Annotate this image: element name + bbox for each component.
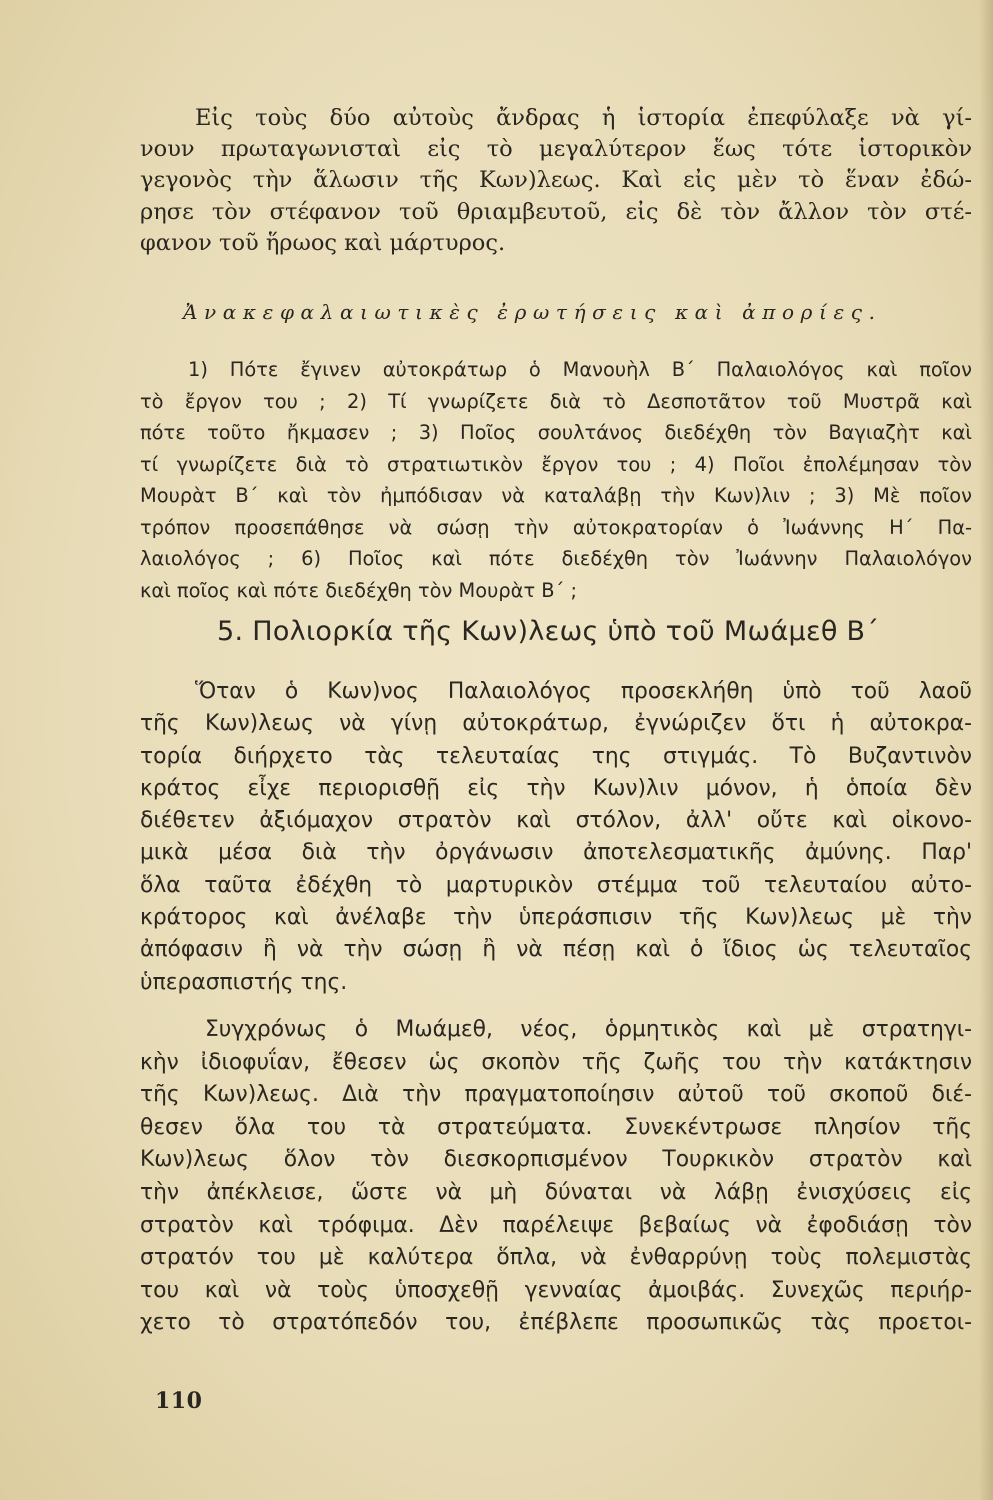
- text-line: πότε τοῦτο ἤκμασεν ; 3) Ποῖος σουλτάνος διεδέχθη τὸν Βαγιαζὴτ καὶ: [140, 421, 972, 444]
- text-line: του καὶ νὰ τοὺς ὑποσχεθῇ γενναίας ἀμοιβάς. Συνεχῶς περιήρ-: [140, 1277, 972, 1303]
- main-paragraph: [140, 676, 972, 999]
- text-line: κράτος εἶχε περιορισθῇ εἰς τὴν Κων)λιν μόνον, ἡ ὁποία δὲν: [140, 775, 972, 801]
- review-questions: [140, 354, 972, 606]
- text-line: νουν πρωταγωνισταὶ εἰς τὸ μεγαλύτερον ἕως τότε ἱστορικὸν: [140, 136, 972, 163]
- review-heading: Ἀνακεφαλαιωτικὲς ἐρωτήσεις καὶ ἀπορίες.: [183, 300, 882, 324]
- text-line: τρόπον προσεπάθησε νὰ σώσῃ τὴν αὐτοκρατορίαν ὁ Ἰωάννης Η΄ Πα-: [140, 515, 972, 539]
- second-paragraph: [140, 1014, 972, 1340]
- text-line: καὶ ποῖος καὶ πότε διεδέχθη τὸν Μουρὰτ Β΄ ;: [140, 578, 577, 602]
- text-line: γεγονὸς τὴν ἅλωσιν τῆς Κων)λεως. Καὶ εἰς μὲν τὸ ἕναν ἐδώ-: [140, 167, 972, 194]
- intro-paragraph: [140, 103, 972, 259]
- text-line: στρατόν του μὲ καλύτερα ὅπλα, νὰ ἐνθαρρύνῃ τοὺς πολεμιστὰς: [140, 1245, 972, 1271]
- text-line: τῆς Κων)λεως. Διὰ τὴν πραγματοποίησιν αὐτοῦ τοῦ σκοποῦ διέ-: [140, 1082, 972, 1108]
- text-line: ὑπερασπιστής της.: [140, 969, 348, 995]
- text-line: Εἰς τοὺς δύο αὐτοὺς ἄνδρας ἡ ἱστορία ἐπεφύλαξε νὰ γί-: [195, 105, 972, 131]
- text-line: Κων)λεως ὅλον τὸν διεσκορπισμένον Τουρκικὸν στρατὸν καὶ: [140, 1147, 972, 1173]
- text-line: χετο τὸ στρατόπεδόν του, ἐπέβλεπε προσωπικῶς τὰς προετοι-: [140, 1310, 972, 1336]
- text-line: θεσεν ὅλα του τὰ στρατεύματα. Συνεκέντρωσε πλησίον τῆς: [140, 1114, 972, 1140]
- text-line: ρησε τὸν στέφανον τοῦ θριαμβευτοῦ, εἰς δὲ τὸν ἄλλον τὸν στέ-: [140, 198, 972, 225]
- text-line: φανον τοῦ ἥρωος καὶ μάρτυρος.: [140, 229, 506, 256]
- text-line: στρατὸν καὶ τρόφιμα. Δὲν παρέλειψε βεβαίως νὰ ἐφοδιάσῃ τὸν: [140, 1212, 972, 1238]
- text-line: τὸ ἔργον του ; 2) Τί γνωρίζετε διὰ τὸ Δεσποτᾶτον τοῦ Μυστρᾶ καὶ: [140, 389, 972, 413]
- text-line: λαιολόγος ; 6) Ποῖος καὶ πότε διεδέχθη τὸν Ἰωάννην Παλαιολόγον: [140, 547, 972, 570]
- page-number: 110: [155, 1388, 203, 1414]
- text-line: Μουρὰτ Β΄ καὶ τὸν ἠμπόδισαν νὰ καταλάβῃ τὴν Κων)λιν ; 3) Μὲ ποῖον: [140, 484, 972, 507]
- text-line: τὴν ἀπέκλεισε, ὥστε νὰ μὴ δύναται νὰ λάβῃ ἐνισχύσεις εἰς: [140, 1179, 972, 1205]
- text-line: κὴν ἰδιοφυΐαν, ἔθεσεν ὡς σκοπὸν τῆς ζωῆς του τὴν κατάκτησιν: [140, 1049, 972, 1075]
- text-line: Ὅταν ὁ Κων)νος Παλαιολόγος προσεκλήθη ὑπὸ τοῦ λαοῦ: [195, 679, 972, 704]
- text-line: τῆς Κων)λεως νὰ γίνῃ αὐτοκράτωρ, ἐγνώριζεν ὅτι ἡ αὐτοκρα-: [140, 711, 972, 737]
- text-line: μικὰ μέσα διὰ τὴν ὀργάνωσιν ἀποτελεσματικῆς ἀμύνης. Παρ': [140, 840, 972, 866]
- text-line: τί γνωρίζετε διὰ τὸ στρατιωτικὸν ἔργον του ; 4) Ποῖοι ἐπολέμησαν τὸν: [140, 452, 972, 476]
- text-line: ἀπόφασιν ἢ νὰ τὴν σώσῃ ἢ νὰ πέσῃ καὶ ὁ ἴδιος ὡς τελευταῖος: [140, 937, 972, 963]
- text-line: ὅλα ταῦτα ἐδέχθη τὸ μαρτυρικὸν στέμμα τοῦ τελευταίου αὐτο-: [140, 872, 972, 898]
- text-line: τορία διήρχετο τὰς τελευταίας της στιγμάς. Τὸ Βυζαντινὸν: [140, 743, 972, 769]
- text-line: κράτορος καὶ ἀνέλαβε τὴν ὑπεράσπισιν τῆς Κων)λεως μὲ τὴν: [140, 905, 972, 931]
- text-line: διέθετεν ἀξιόμαχον στρατὸν καὶ στόλον, ἀλλ' οὔτε καὶ οἰκονο-: [140, 808, 972, 834]
- section-title: 5. Πολιορκία τῆς Κων)λεως ὑπὸ τοῦ Μωάμεθ Β΄: [217, 616, 880, 647]
- text-line: Συγχρόνως ὁ Μωάμεθ, νέος, ὁρμητικὸς καὶ μὲ στρατηγι-: [205, 1017, 972, 1042]
- text-line: 1) Πότε ἔγινεν αὐτοκράτωρ ὁ Μανουὴλ Β΄ Παλαιολόγος καὶ ποῖον: [188, 358, 972, 381]
